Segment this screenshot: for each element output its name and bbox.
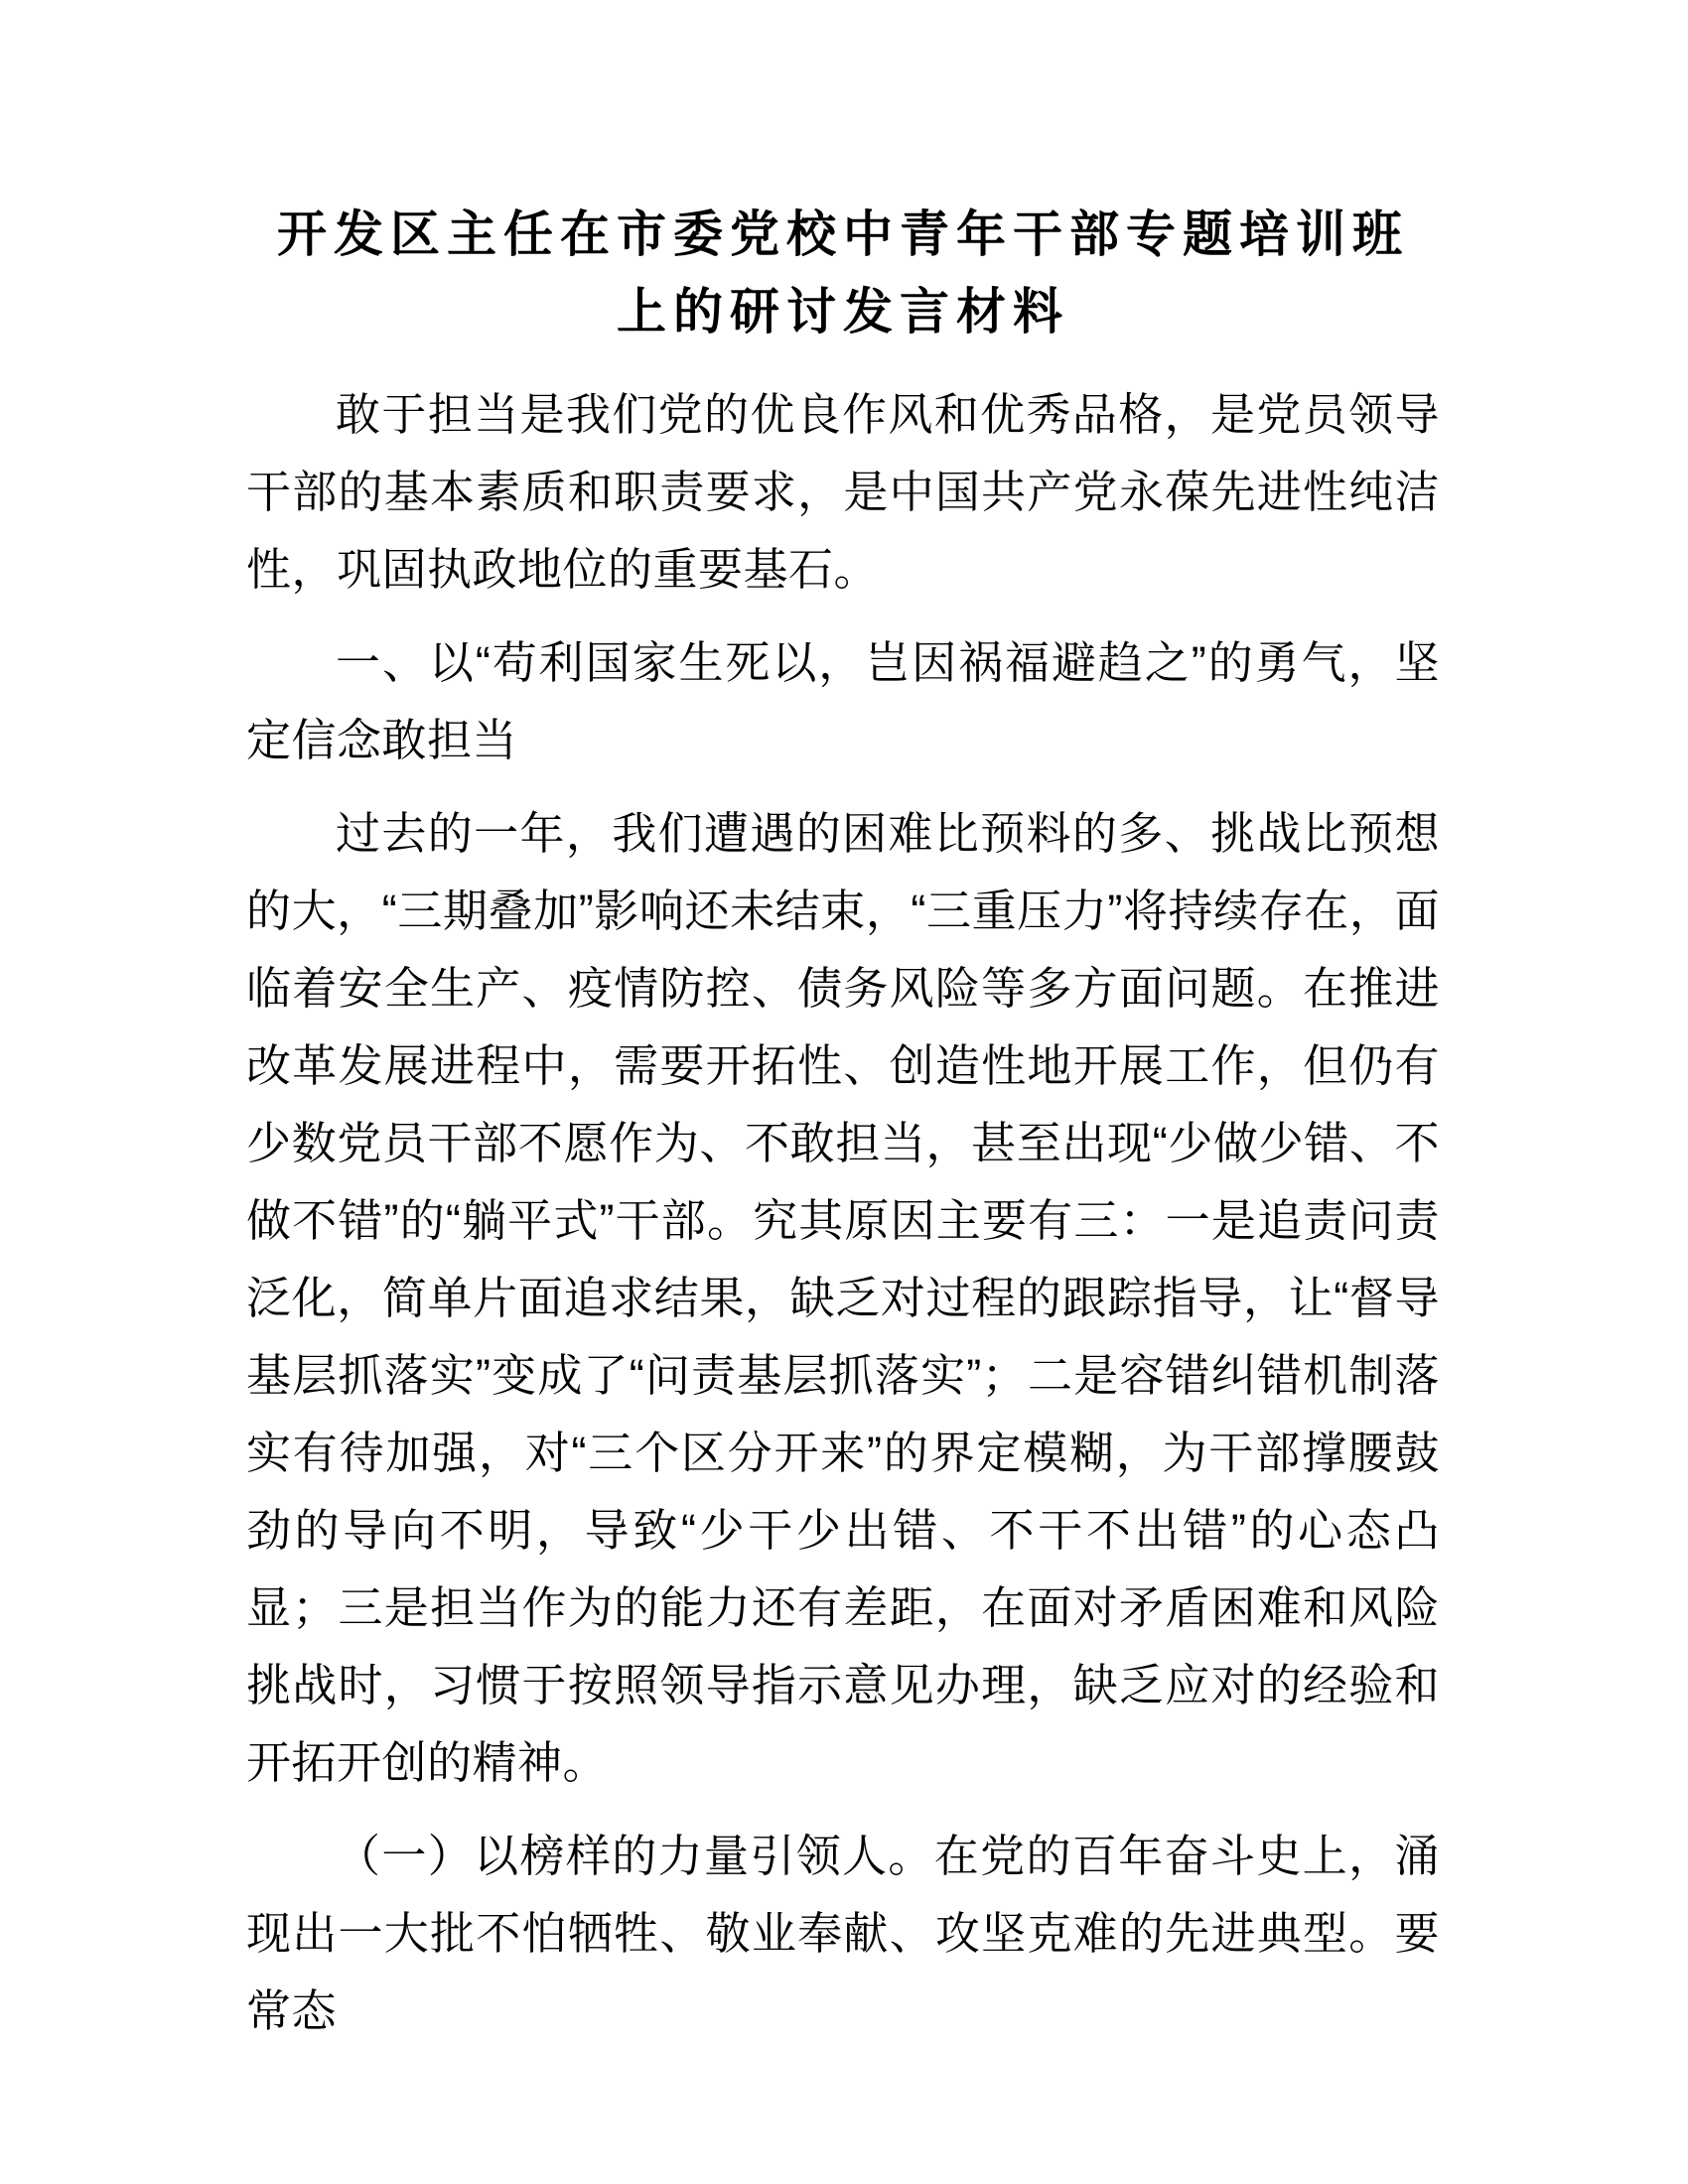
- document-title-line-1: 开发区主任在市委党校中青年干部专题培训班: [277, 206, 1409, 262]
- section-heading-1: 一、以“苟利国家生死以，岂因祸福避趋之”的勇气，坚定信念敢担当: [246, 637, 1440, 765]
- document-title: [246, 196, 1440, 350]
- document-title-line-2: 上的研讨发言材料: [617, 284, 1069, 340]
- paragraph-intro: 敢于担当是我们党的优良作风和优秀品格，是党员领导干部的基本素质和职责要求，是中国共产党永葆先进性纯洁性，巩固执政地位的重要基石。: [246, 389, 1440, 595]
- paragraph-section-1-body: 过去的一年，我们遭遇的困难比预料的多、挑战比预想的大，“三期叠加”影响还未结束，“三重压力”将持续存在，面临着安全生产、疫情防控、债务风险等多方面问题。在推进改革发展进程中，需要开拓性、创造性地开展工作，但仍有少数党员干部不愿作为、不敢担当，甚至出现“少做少错、不做不错”的“躺平式”干部。究其原因主要有三：一是追责问责泛化，简单片面追求结果，缺乏对过程的跟踪指导，让“督导基层抓落实”变成了“问责基层抓落实”；二是容错纠错机制落实有待加强，对“三个区分开来”的界定模糊，为干部撑腰鼓劲的导向不明，导致“少干少出错、不干不出错”的心态凸显；三是担当作为的能力还有差距，在面对矛盾困难和风险挑战时，习惯于按照领导指示意见办理，缺乏应对的经验和开拓开创的精神。: [246, 808, 1440, 1788]
- paragraph-subsection-1: （一）以榜样的力量引领人。在党的百年奋斗史上，涌现出一大批不怕牺牲、敬业奉献、攻坚克难的先进典型。要常态: [246, 1831, 1440, 2036]
